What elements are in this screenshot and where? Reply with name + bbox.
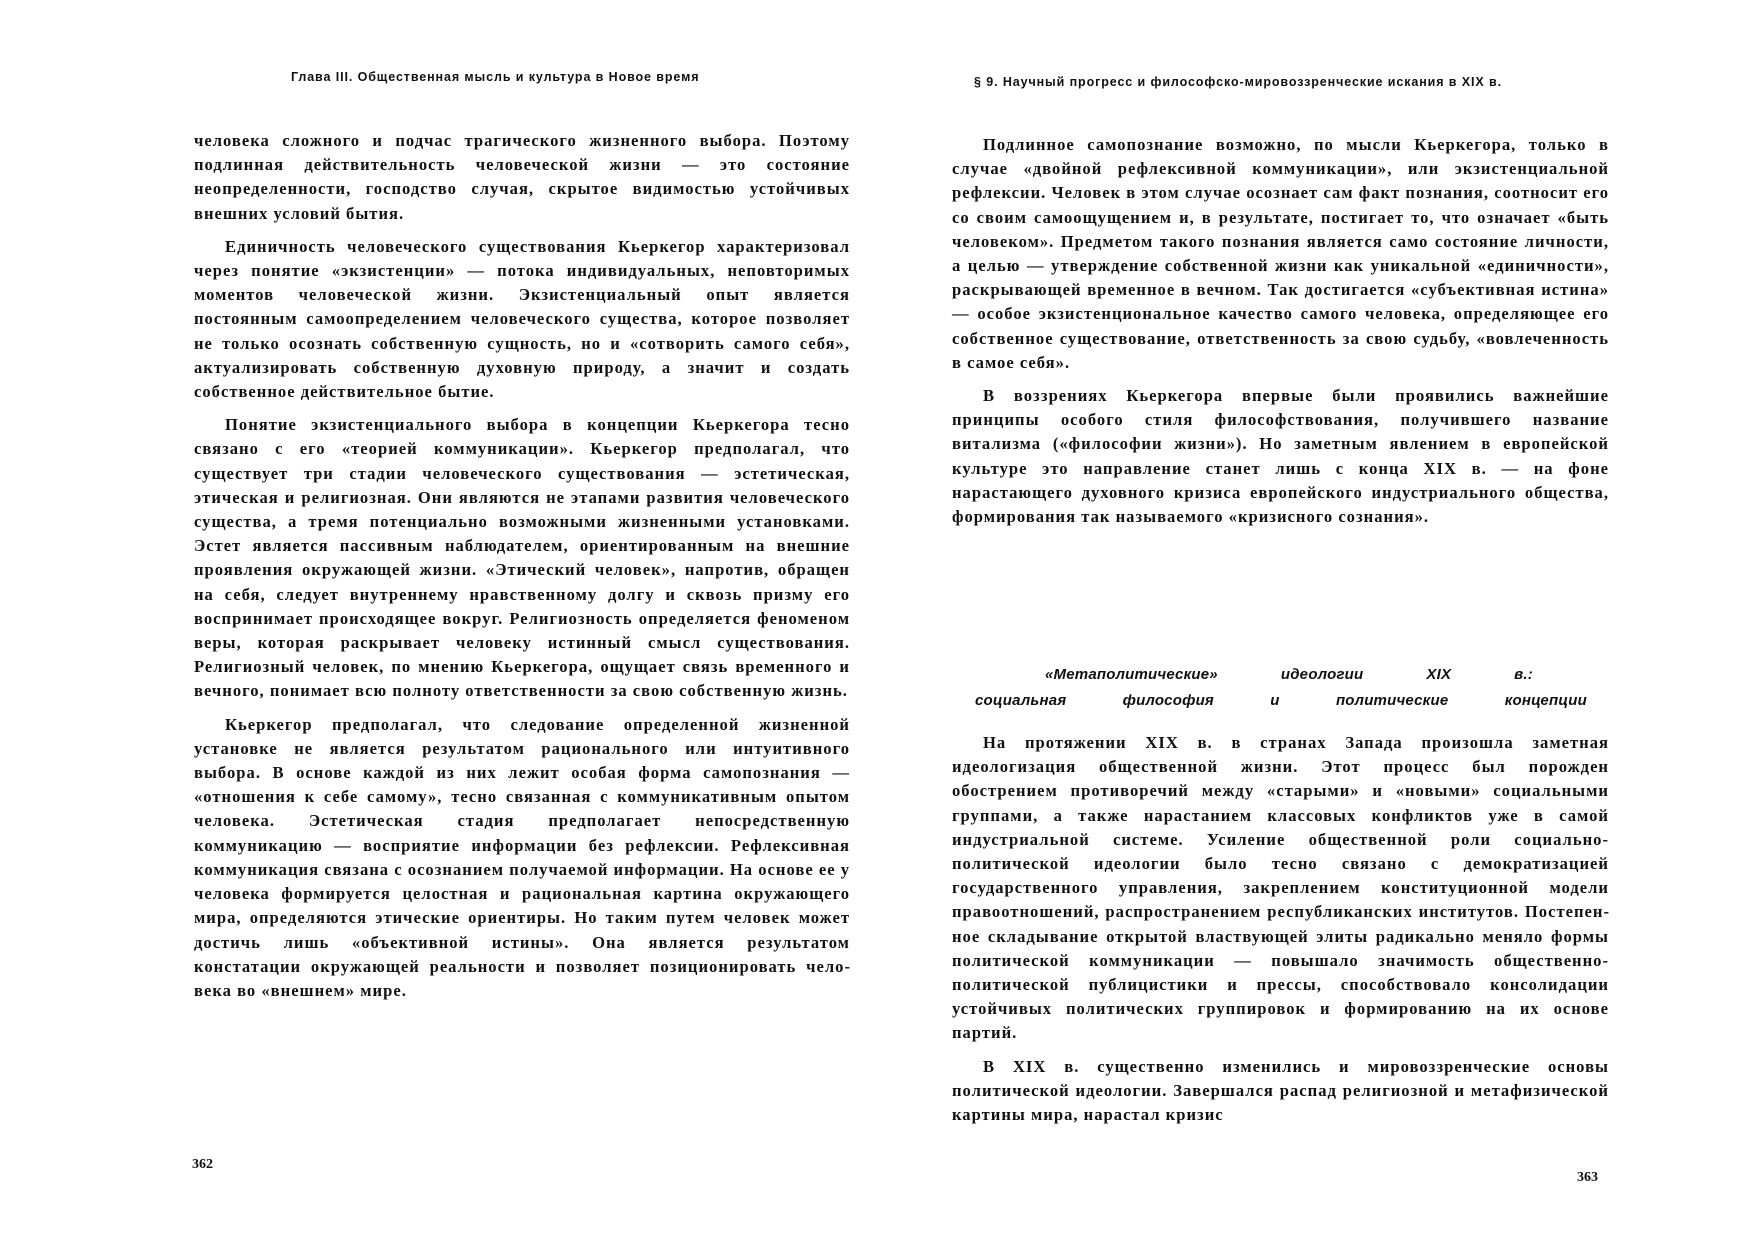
- subheading-word: и: [1270, 692, 1280, 709]
- running-head-left: Глава III. Общественная мысль и культура в Новое время: [291, 70, 700, 84]
- subheading-word: идеологии: [1280, 666, 1364, 683]
- page-number-right: 363: [1577, 1170, 1598, 1185]
- running-head-right: § 9. Научный прогресс и философско-мировоззренческие искания в XIX в.: [974, 75, 1502, 89]
- right-page: [877, 0, 1754, 1239]
- subheading-word: в.:: [1514, 666, 1533, 683]
- paragraph: человека сложного и подчас трагического жизненного выбора. Поэтому подлинная действительность человеческой жизни — это состояние неопределенности, господство случая, скрытое видимостью устойчивых внешних условий бытия.: [194, 131, 850, 223]
- paragraph: Кьеркегор предполагал, что следование определенной жизненной установке не является результатом рационального или интуитивного выбора. В основе каждой из них лежит особая форма самопознания — «отношения к себе самому», тесно связанная с коммуникативным опытом человека. Эстетическая стадия предполагает непосредственную коммуникацию — восприятие информации без рефлексии. Рефлексивная коммуникация связана с осознанием получаемой информации. На основе ее у человека формируется целостная и рациональная картина окружающего мира, определяются этические ориентиры. Но таким путем человек может достичь лишь «объективной истины». Она является результатом констатации окружающей реальности и позволяет позиционировать человека во «внешнем» мире.: [194, 714, 851, 1000]
- paragraph: На протяжении XIX в. в странах Запада произошла заметная идеологизация общественной жизни. Этот процесс был порожден обострением противоречий между «старыми» и «новыми» социальными группами, а также нарастанием классовых конфликтов уже в самой индустриальной системе. Усиление общественной роли социально-политической идеологии было тесно связано с демократизацией государственного управления, закреплением конституционной модели правоотношений, распространением республиканских институтов. Постепенное складывание открытой властвующей элиты радикально меняло формы политической коммуникации — повышало значимость общественно-политической публицистики и прессы, способствовало консолидации устойчивых политических группировок и формированию на их основе партий.: [952, 733, 1609, 1043]
- subheading-line-1: [975, 662, 1587, 688]
- page-number-left: 362: [192, 1157, 213, 1172]
- subheading-line-2: [975, 688, 1587, 714]
- left-page-body: [194, 129, 850, 1012]
- subheading-word: философия: [1122, 692, 1214, 709]
- paragraph: В XIX в. существенно изменились и мировоззренческие основы политической идеологии. Завершался распад религиозной и метафизической картины мира, нарастал кризис: [952, 1056, 1609, 1125]
- subheading-word: политические: [1335, 692, 1449, 709]
- paragraph: В воззрениях Кьеркегора впервые были проявились важнейшие принципы особого стиля философствования, получившего название витализма («философии жизни»). Но заметным явлением в европейской культуре это направление станет лишь с конца XIX в. — на фоне нарастающего духовного кризиса европейского индустриального общества, формирования так называемого «кризисного сознания».: [952, 386, 1609, 527]
- section-subheading: [975, 662, 1587, 714]
- paragraph: Единичность человеческого существования Кьеркегор характеризовал через понятие «экзистенции» — потока индивидуальных, неповторимых моментов человеческой жизни. Экзистенциальный опыт является постоянным самоопределением человеческого существа, которое позволяет не только осознать собственную сущность, но и «сотворить самого себя», актуализировать собственную духовную природу, а значит и создать собственное действительное бытие.: [194, 236, 850, 402]
- right-page-body-top: [952, 133, 1609, 538]
- subheading-word: XIX: [1426, 666, 1452, 683]
- subheading-word: «Метаполитические»: [1045, 666, 1218, 683]
- paragraph: Подлинное самопознание возможно, по мысли Кьеркегора, только в случае «двойной рефлексивной коммуникации», или экзистенциальной рефлексии. Человек в этом случае осознает сам факт познания, соотносит его со своим самоощущением и, в результате, постигает то, что означает «быть человеком». Предметом такого познания является само состояние личности, а целью — утверждение собственной жизни как уникальной «единичности», раскрывающей временное в вечном. Так достигается «субъективная истина» — особое экзистенциональное качество самого человека, определяющее его собственное существование, ответственность за свою судьбу, «вовлеченность в самое себя».: [952, 135, 1609, 372]
- paragraph: Понятие экзистенциального выбора в концепции Кьеркегора тесно связано с его «теорией коммуникации». Кьеркегор предполагал, что существует три стадии человеческого существования — эстетическая, этическая и религиозная. Они являются не этапами развития человеческого существа, а тремя потенциально возможными жизненными установками. Эстет является пассивным наблюдателем, ориентированным на внешние проявления окружающей жизни. «Этический человек», напротив, обращен на себя, следует внутреннему нравственному долгу и сквозь призму его воспринимает происходящее вокруг. Религиозность определяется феноменом веры, которая раскрывает человеку истинный смысл существования. Религиозный человек, по мнению Кьеркегора, ощущает связь временного и вечного, понимает всю полноту ответственности за свою собственную жизнь.: [194, 415, 850, 701]
- subheading-word: концепции: [1504, 692, 1587, 709]
- subheading-word: социальная: [975, 692, 1067, 709]
- right-page-body-bottom: [952, 731, 1609, 1136]
